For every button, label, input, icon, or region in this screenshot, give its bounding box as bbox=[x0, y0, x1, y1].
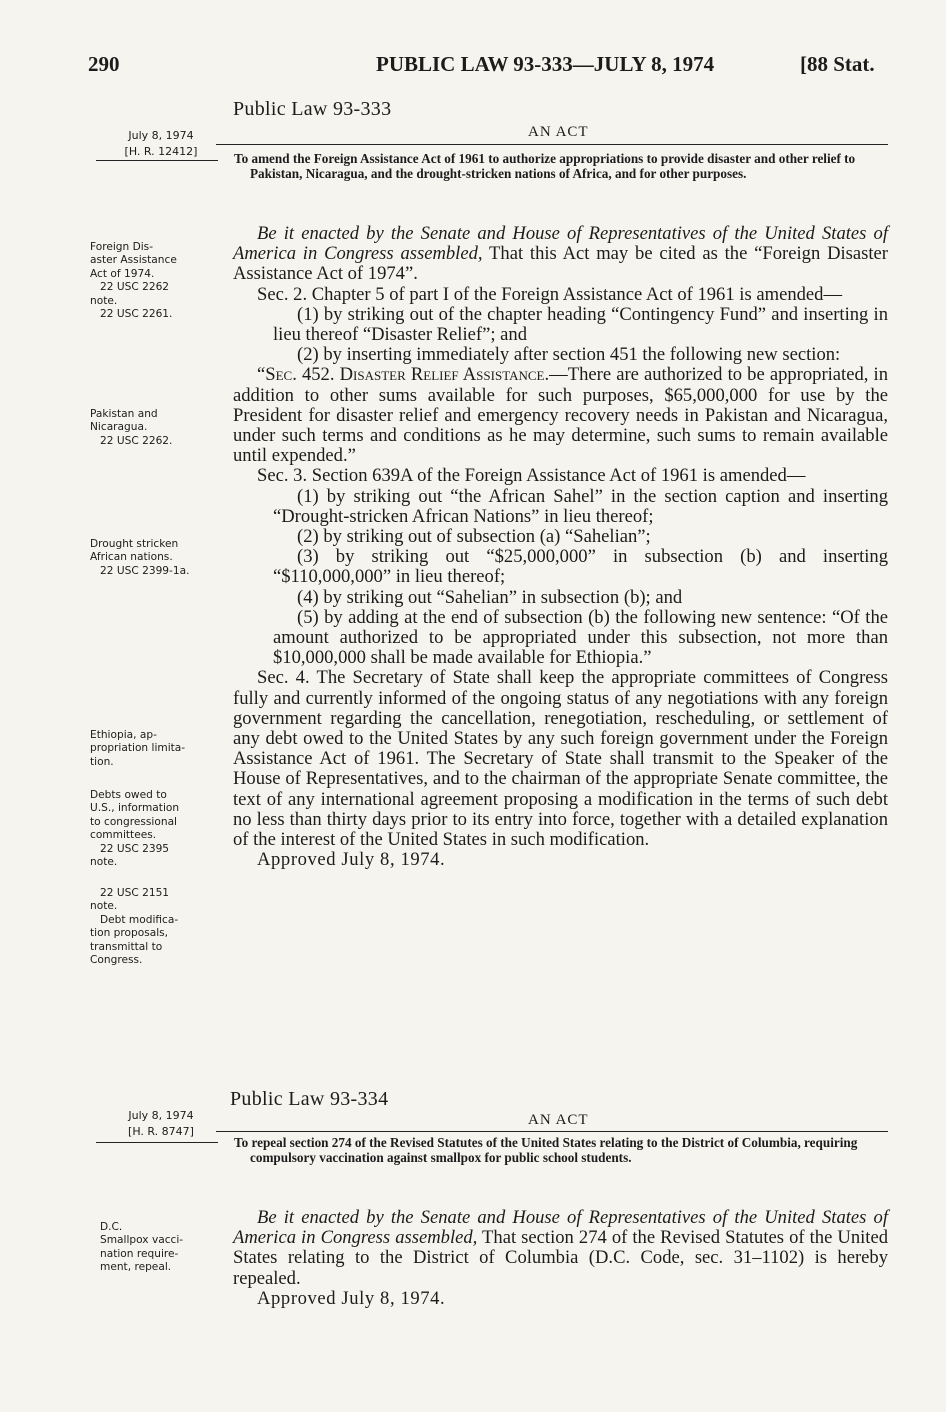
law-2-margin-rule bbox=[96, 1142, 218, 1143]
note-line: Nicaragua. bbox=[90, 421, 148, 434]
law-1-body bbox=[233, 224, 888, 871]
note-line: 22 USC 2399-1a. bbox=[100, 564, 190, 577]
law-2-enacting-clause bbox=[233, 1208, 888, 1289]
section-3-intro: Sec. 3. Section 639A of the Foreign Assistance Act of 1961 is amended— bbox=[257, 465, 806, 487]
note-line: 22 USC 2395 bbox=[100, 842, 170, 855]
law-2-act-label: AN ACT bbox=[528, 1112, 589, 1128]
note-line: ment, repeal. bbox=[100, 1261, 172, 1274]
note-line: 22 USC 2262 bbox=[100, 281, 170, 294]
section-452 bbox=[233, 365, 888, 466]
note-line: D.C. bbox=[100, 1221, 123, 1233]
page-number: 290 bbox=[88, 52, 120, 76]
note-line: to congressional bbox=[90, 815, 177, 828]
law-2-date: July 8, 1974 bbox=[128, 1109, 194, 1122]
note-line: note. bbox=[90, 900, 118, 913]
note-line: Debts owed to bbox=[90, 789, 167, 801]
note-line: aster Assistance bbox=[90, 254, 177, 267]
margin-note-dc-smallpox bbox=[90, 1221, 222, 1275]
section-2-item-2-text: (2) by inserting immediately after section 451 the following new section: bbox=[297, 344, 841, 366]
law-2-enacting-italic: Be it enacted by the Senate and House of Representatives of the United States of America in Congress assembled, bbox=[233, 1207, 888, 1249]
note-line: 22 USC 2262. bbox=[100, 434, 173, 447]
note-line: tion proposals, bbox=[90, 927, 169, 940]
law-2-approved: Approved July 8, 1974. bbox=[257, 1287, 446, 1309]
section-3-item-1 bbox=[233, 487, 888, 527]
enacting-clause-text: That this Act may be cited as the “Foreign Disaster Assistance Act of 1974”. bbox=[233, 243, 888, 285]
note-line: 22 USC 2151 bbox=[100, 887, 170, 899]
law-1-approved: Approved July 8, 1974. bbox=[257, 849, 446, 871]
section-2-item-2 bbox=[233, 345, 888, 365]
law-1-date: July 8, 1974 bbox=[128, 129, 194, 142]
section-3-item-1-text: (1) by striking out “the African Sahel” in the section caption and inserting “Drought-stricken African Nations” in lieu thereof; bbox=[273, 485, 888, 527]
note-line: Congress. bbox=[90, 954, 143, 967]
section-3-item-5-text: (5) by adding at the end of subsection (b) the following new sentence: “Of the amount authorized to be appropriated under this subsection, not more than $10,000,000 shall be made available for Ethiopia.” bbox=[273, 606, 888, 669]
note-line: Debt modifica- bbox=[100, 913, 179, 926]
section-3-item-3 bbox=[233, 547, 888, 587]
margin-note-pakistan bbox=[90, 408, 222, 448]
margin-note-ethiopia bbox=[90, 729, 222, 769]
law-1-act-label: AN ACT bbox=[528, 124, 589, 140]
law-1-margin-rule bbox=[96, 160, 218, 161]
note-line: propriation limita- bbox=[90, 742, 186, 755]
note-line: transmittal to bbox=[90, 940, 163, 953]
note-line: Pakistan and bbox=[90, 408, 158, 420]
note-line: tion. bbox=[90, 755, 114, 768]
running-head: PUBLIC LAW 93-333—JULY 8, 1974 bbox=[376, 52, 715, 76]
law-2-enacting-text: That section 274 of the Revised Statutes of the United States relating to the District of Columbia (D.C. Code, sec. 31–1102) is hereby repealed. bbox=[233, 1227, 888, 1289]
section-2-item-1 bbox=[233, 305, 888, 345]
note-line: African nations. bbox=[90, 551, 173, 564]
note-line: 22 USC 2261. bbox=[100, 308, 173, 321]
section-4: Sec. 4. The Secretary of State shall keep the appropriate committees of Congress fully and currently informed of the ongoing status of any negotiations with any foreign government regarding the cancellation, renegotiation, rescheduling, or settlement of any debt owed to the United States by any such foreign government under the Foreign Assistance Act of 1961. The Secretary of State shall transmit to the Speaker of the House of Representatives, and to the chairman of the appropriate Senate committee, the text of any international agreement proposing a modification in the terms of such debt no less than thirty days prior to its entry into force, together with a detailed explanation of the interest of the United States in such modification. bbox=[233, 667, 888, 851]
margin-note-drought bbox=[90, 538, 222, 578]
margin-note-debt-modification bbox=[90, 887, 222, 967]
note-line: Drought stricken bbox=[90, 538, 179, 550]
law-2-title-rule bbox=[216, 1131, 888, 1132]
law-2-purpose: To repeal section 274 of the Revised Statutes of the United States relating to the District of Columbia, requiring compulsory vaccination against smallpox for public school students. bbox=[234, 1135, 858, 1165]
section-3-item-2 bbox=[233, 527, 888, 547]
section-3-item-5 bbox=[233, 608, 888, 669]
note-line: Act of 1974. bbox=[90, 267, 155, 280]
note-line: Ethiopia, ap- bbox=[90, 729, 157, 741]
law-1-purpose: To amend the Foreign Assistance Act of 1961 to authorize appropriations to provide disaster and other relief to Pakistan, Nicaragua, and the drought-stricken nations of Africa, and for other purposes. bbox=[234, 151, 856, 181]
law-2-bill-number: [H. R. 8747] bbox=[128, 1125, 194, 1138]
note-line: Foreign Dis- bbox=[90, 241, 154, 253]
section-452-heading: “Sec. 452. Disaster Relief Assistance. bbox=[257, 364, 550, 386]
law-1-title: Public Law 93-333 bbox=[233, 98, 392, 120]
enacting-clause-italic: Be it enacted by the Senate and House of Representatives of the United States of America in Congress assembled, bbox=[233, 223, 888, 265]
section-3-item-3-text: (3) by striking out “$25,000,000” in subsection (b) and inserting “$110,000,000” in lieu thereof; bbox=[273, 546, 888, 588]
section-3-item-2-text: (2) by striking out of subsection (a) “Sahelian”; bbox=[297, 526, 651, 548]
note-line: Smallpox vacci- bbox=[100, 1234, 184, 1247]
section-2-intro: Sec. 2. Chapter 5 of part I of the Foreign Assistance Act of 1961 is amended— bbox=[257, 283, 843, 305]
note-line: U.S., information bbox=[90, 802, 180, 815]
law-2-title: Public Law 93-334 bbox=[230, 1088, 389, 1110]
section-3-item-4-text: (4) by striking out “Sahelian” in subsection (b); and bbox=[297, 586, 683, 608]
section-2-item-1-text: (1) by striking out of the chapter heading “Contingency Fund” and inserting in lieu thereof “Disaster Relief”; and bbox=[273, 303, 888, 346]
note-line: nation require- bbox=[100, 1247, 179, 1260]
note-line: committees. bbox=[90, 829, 157, 842]
margin-note-short-title bbox=[90, 241, 222, 321]
margin-note-debts bbox=[90, 789, 222, 869]
law-1-title-rule bbox=[216, 144, 888, 145]
note-line: note. bbox=[90, 856, 118, 869]
enacting-clause bbox=[233, 224, 888, 285]
note-line: note. bbox=[90, 294, 118, 307]
section-3-item-4 bbox=[233, 588, 888, 608]
statute-reference: [88 Stat. bbox=[800, 52, 875, 76]
law-1-bill-number: [H. R. 12412] bbox=[124, 145, 198, 158]
section-452-text: —There are authorized to be appropriated, in addition to other sums available for such purposes, $65,000,000 for use by the President for disaster relief and emergency recovery needs in Pakistan and Nicaragua, under such terms and conditions as he may determine, such sums to remain available until expended.” bbox=[233, 364, 888, 467]
law-2-body bbox=[233, 1208, 888, 1309]
